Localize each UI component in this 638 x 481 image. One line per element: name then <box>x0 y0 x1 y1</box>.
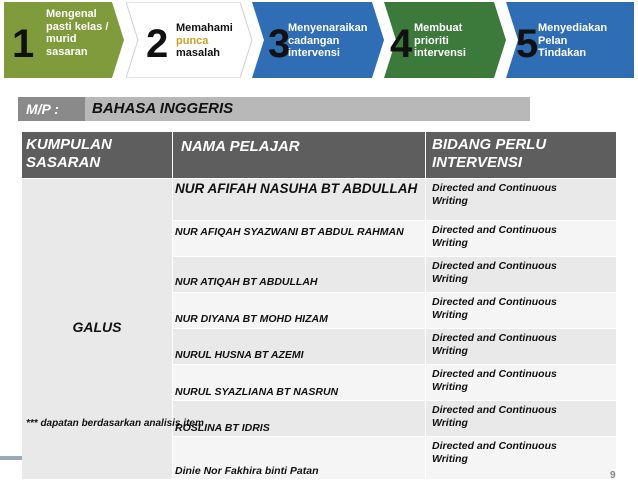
table-row <box>173 401 616 436</box>
slide-edge-mark <box>0 456 22 460</box>
step-number: 4 <box>390 22 413 66</box>
step-3 <box>252 2 384 78</box>
subject-bar <box>18 97 530 121</box>
student-name-cell <box>173 329 425 364</box>
intervention-cell: Directed and Continuous Writing <box>426 257 616 292</box>
table-row <box>173 293 616 328</box>
student-name: NUR ATIQAH BT ABDULLAH <box>175 276 318 288</box>
student-name-cell <box>173 293 425 328</box>
target-group-cell <box>22 179 172 479</box>
step-1 <box>4 2 124 78</box>
student-name: Dinie Nor Fakhira binti Patan <box>175 465 319 477</box>
table-row <box>173 365 616 400</box>
page-number: 9 <box>610 470 616 481</box>
intervention-cell: Directed and Continuous Writing <box>426 365 616 400</box>
step-number: 5 <box>516 22 539 66</box>
student-name-cell <box>173 179 425 220</box>
header-target-group: KUMPULAN SASARAN <box>22 132 172 178</box>
header-intervention-area: BIDANG PERLU INTERVENSI <box>426 132 616 178</box>
step-number: 1 <box>12 22 35 66</box>
table-row <box>173 179 616 220</box>
step-number: 3 <box>268 22 291 66</box>
step-label: Mengenal pasti kelas / murid sasaran <box>46 8 109 58</box>
table-row <box>173 437 616 479</box>
step-label: Menyediakan Pelan Tindakan <box>538 22 608 59</box>
step-2 <box>126 2 252 78</box>
footnote: *** dapatan berdasarkan analisis item <box>26 418 204 429</box>
subject-value: BAHASA INGGERIS <box>92 100 234 117</box>
table-row <box>173 329 616 364</box>
intervention-cell: Directed and Continuous Writing <box>426 179 616 220</box>
step-label: Memahami punca masalah <box>176 22 233 59</box>
table-row <box>173 257 616 292</box>
student-name: NURUL SYAZLIANA BT NASRUN <box>175 386 339 398</box>
target-group-label: GALUS <box>72 319 122 335</box>
step-5 <box>506 2 634 78</box>
header-student-name: NAMA PELAJAR <box>173 132 425 178</box>
student-name-cell <box>173 437 425 479</box>
student-name: NUR AFIFAH NASUHA BT ABDULLAH <box>175 181 418 196</box>
subject-label: M/P : <box>18 97 85 121</box>
step-label: Menyenaraikan cadangan intervensi <box>288 22 368 59</box>
intervention-cell: Directed and Continuous Writing <box>426 329 616 364</box>
step-number: 2 <box>146 22 169 66</box>
intervention-cell: Directed and Continuous Writing <box>426 221 616 256</box>
table-row <box>173 221 616 256</box>
student-name: ROSLINA BT IDRIS <box>175 422 270 434</box>
step-4 <box>384 2 506 78</box>
intervention-cell: Directed and Continuous Writing <box>426 401 616 436</box>
student-name: NUR DIYANA BT MOHD HIZAM <box>175 313 328 325</box>
student-name-cell <box>173 221 425 256</box>
intervention-cell: Directed and Continuous Writing <box>426 437 616 479</box>
student-name: NUR AFIQAH SYAZWANI BT ABDUL RAHMAN <box>175 226 404 238</box>
step-label: Membuat prioriti intervensi <box>414 22 466 59</box>
student-name: NURUL HUSNA BT AZEMI <box>175 349 304 361</box>
student-name-cell <box>173 257 425 292</box>
process-steps <box>0 0 638 78</box>
student-name-cell <box>173 401 425 436</box>
intervention-cell: Directed and Continuous Writing <box>426 293 616 328</box>
student-name-cell <box>173 365 425 400</box>
